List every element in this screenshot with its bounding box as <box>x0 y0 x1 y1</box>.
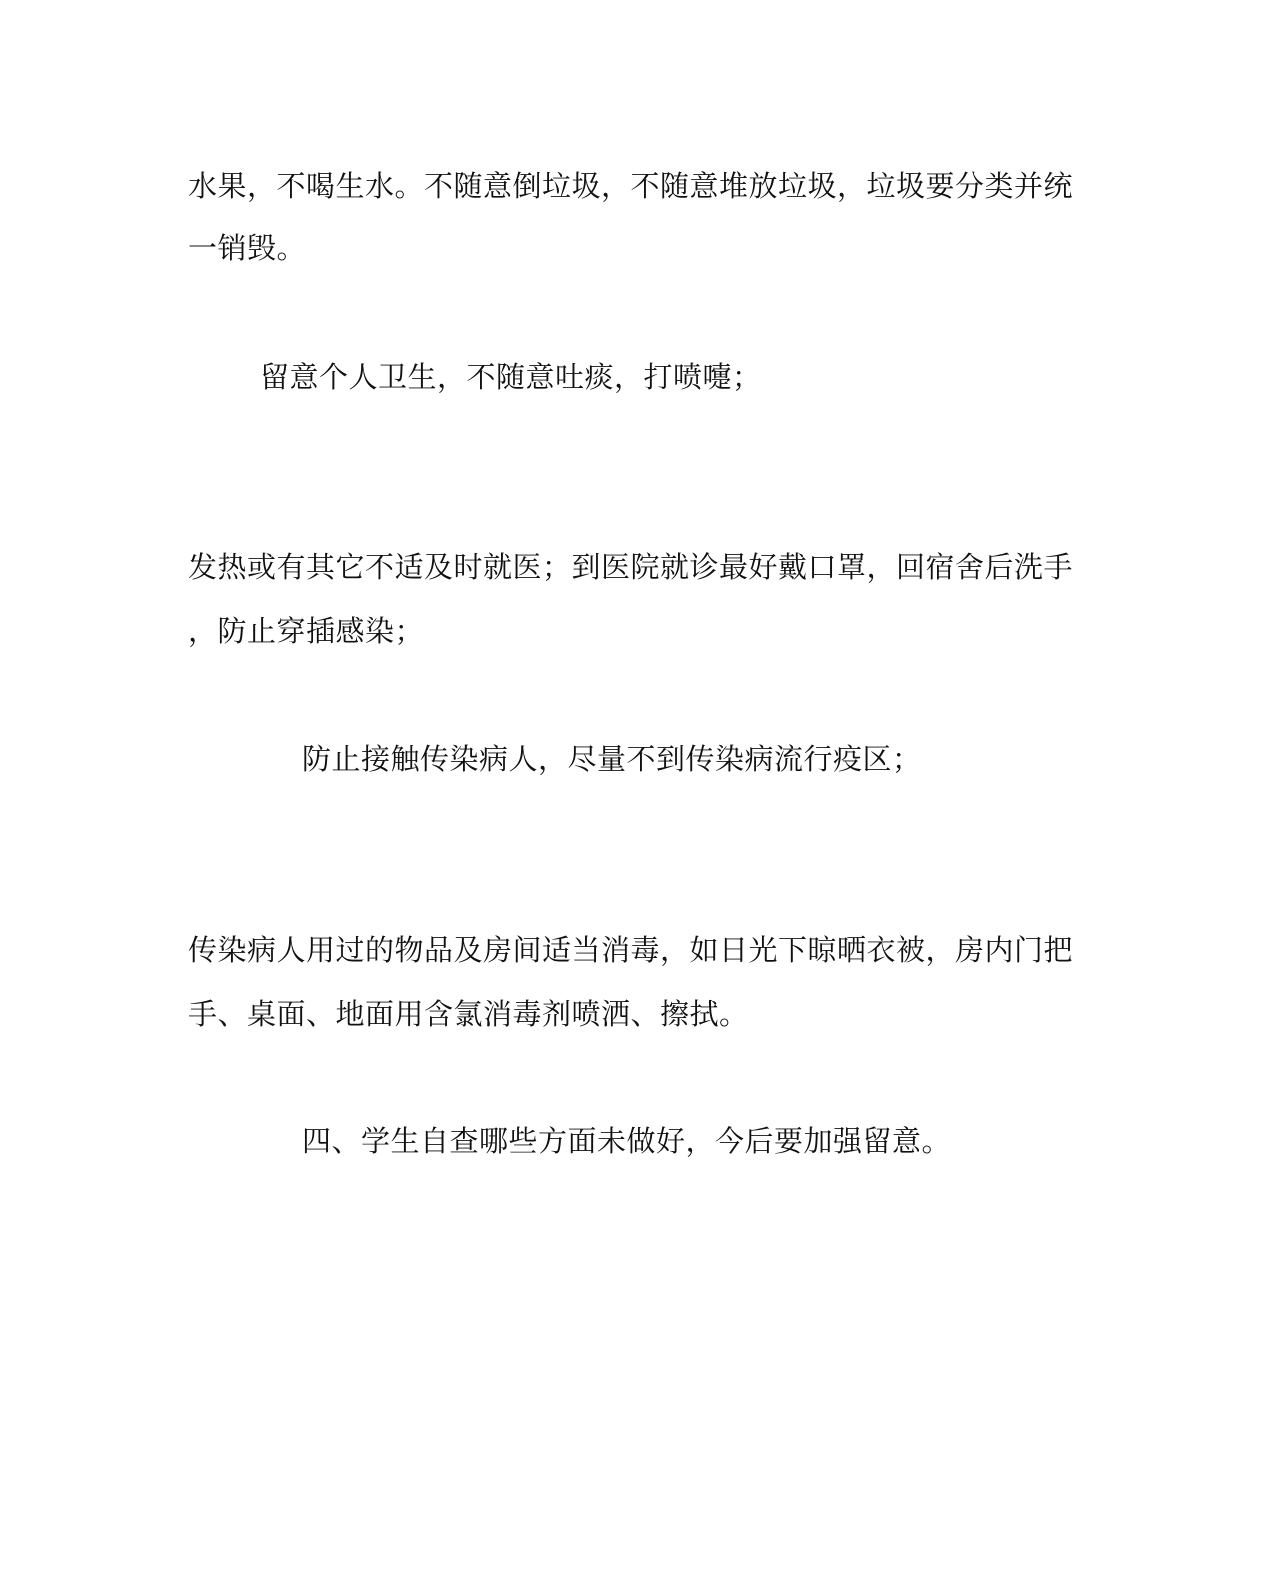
paragraph-line: 一销毁。 <box>188 231 307 265</box>
paragraph-line: 发热或有其它不适及时就医；到医院就诊最好戴口罩，回宿舍后洗手 <box>188 550 1074 584</box>
paragraph-line: ，防止穿插感染； <box>188 614 425 648</box>
paragraph-line: 留意个人卫生，不随意吐痰，打喷嚏； <box>260 360 762 394</box>
paragraph-line: 传染病人用过的物品及房间适当消毒，如日光下晾晒衣被，房内门把 <box>188 933 1074 967</box>
paragraph-line: 水果，不喝生水。不随意倒垃圾，不随意堆放垃圾，垃圾要分类并统 <box>188 169 1074 203</box>
paragraph-line: 手、桌面、地面用含氯消毒剂喷洒、擦拭。 <box>188 997 749 1031</box>
paragraph-line: 防止接触传染病人，尽量不到传染病流行疫区； <box>302 742 922 776</box>
section-heading: 四、学生自查哪些方面未做好，今后要加强留意。 <box>302 1124 952 1158</box>
